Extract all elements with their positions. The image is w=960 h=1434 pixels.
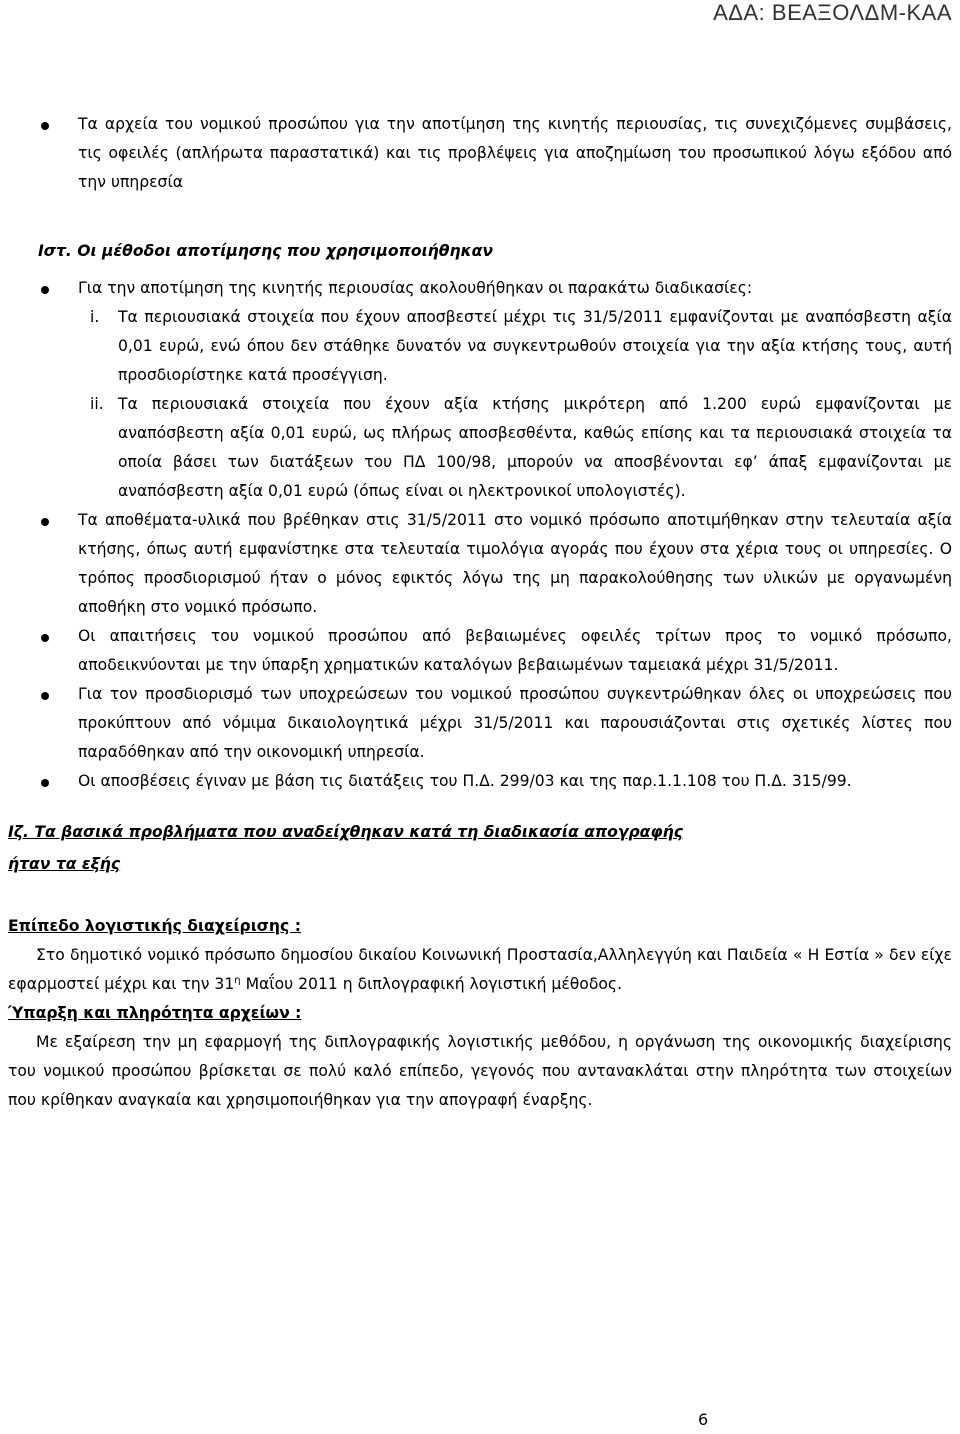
bullet-icon [41,634,49,642]
bullet-archives [78,110,952,197]
bullet-depreciation [78,767,952,796]
bullet-icon [41,779,49,787]
bullet-icon [41,286,49,294]
bullet-liabilities [78,680,952,767]
roman-item-2 [90,390,952,506]
ada-code: ΑΔΑ: ΒΕΑΞΟΛΔΜ-ΚΑΑ [713,0,952,25]
bullet-text: Οι αποσβέσεις έγιναν με βάση τις διατάξεις του Π.Δ. 299/03 και της παρ.1.1.108 του Π.Δ. 315/99. [78,772,852,790]
document-body [8,110,952,1115]
bullet-text: Τα αρχεία του νομικού προσώπου για την αποτίμηση της κινητής περιουσίας, τις συνεχιζόμενες συμβάσεις, τις οφειλές (απλήρωτα παραστατικά) και τις προβλέψεις για αποζημίωση του προσωπικού λόγω εξόδου από την υπηρεσία [78,115,952,191]
paragraph-accounting: Στο δημοτικό νομικό πρόσωπο δημοσίου δικαίου Κοινωνική Προστασία,Αλληλεγγύη και Παιδεία « Η Εστία » δεν είχε εφαρμοστεί μέχρι και την $31^\eta$ Μαΐου 2011 η διπλογραφική λογιστική μέθοδος. [8,946,952,993]
bullet-icon [41,518,49,526]
subheading-accounting: Επίπεδο λογιστικής διαχείρισης : [8,917,301,935]
bullet-icon [41,692,49,700]
page-number: 6 [698,1410,709,1429]
bullet-receivables [78,622,952,680]
roman-text: Τα περιουσιακά στοιχεία που έχουν αποσβεστεί μέχρι τις 31/5/2011 εμφανίζονται με αναπόσβεστη αξία 0,01 ευρώ, ενώ όπου δεν στάθηκε δυνατόν να συγκεντρωθούν στοιχεία για την αξία κτήσης τους, αυτή προσδιορίστηκε κατά προσέγγιση. [118,308,952,384]
roman-number: ii. [90,395,104,413]
bullet-valuation-intro [78,274,952,303]
roman-number: i. [90,308,100,326]
section-iz-heading [8,816,952,880]
section-iz-heading-line1: Ιζ. Τα βασικά προβλήματα που αναδείχθηκαν κατά τη διαδικασία απογραφής [8,823,683,841]
bullet-text: Για τον προσδιορισμό των υποχρεώσεων του νομικού προσώπου συγκεντρώθηκαν όλες οι υποχρεώσεις που προκύπτουν από νόμιμα δικαιολογητικά μέχρι 31/5/2011 και παρουσιάζονται στις σχετικές λίστες που παραδόθηκαν από την οικονομική υπηρεσία. [78,685,952,761]
section-iz-heading-line2: ήταν τα εξής [8,855,121,873]
section-ist-heading: Ιστ. Οι μέθοδοι αποτίμησης που χρησιμοποιήθηκαν [38,242,493,260]
roman-item-1 [90,303,952,390]
bullet-text: Τα αποθέματα-υλικά που βρέθηκαν στις 31/5/2011 στο νομικό πρόσωπο αποτιμήθηκαν στην τελευταία αξία κτήσης, όπως αυτή εμφανίστηκε στα τελευταία τιμολόγια αγοράς που έχουν στα χέρια τους οι υπηρεσίες. Ο τρόπος προσδιορισμού ήταν ο μόνος εφικτός λόγω της μη παρακολούθησης των υλικών με οργανωμένη αποθήκη στο νομικό πρόσωπο. [78,511,952,616]
bullet-text: Για την αποτίμηση της κινητής περιουσίας ακολουθήθηκαν οι παρακάτω διαδικασίες: [78,279,753,297]
roman-text: Τα περιουσιακά στοιχεία που έχουν αξία κτήσης μικρότερη από 1.200 ευρώ εμφανίζονται με αναπόσβεστη αξία 0,01 ευρώ, ως πλήρως αποσβεσθέντα, καθώς επίσης και τα περιουσιακά στοιχεία τα οποία βάσει των διατάξεων του ΠΔ 100/98, μπορούν να αποσβένονται εφ’ άπαξ εμφανίζονται με αναπόσβεστη αξία 0,01 ευρώ (όπως είναι οι ηλεκτρονικοί υπολογιστές). [118,395,952,500]
bullet-text: Οι απαιτήσεις του νομικού προσώπου από βεβαιωμένες οφειλές τρίτων προς το νομικό πρόσωπο, αποδεικνύονται με την ύπαρξη χρηματικών καταλόγων βεβαιωμένων ταμειακά μέχρι 31/5/2011. [78,627,952,674]
subheading-archives: Ύπαρξη και πληρότητα αρχείων : [8,1004,302,1022]
bullet-icon [41,122,49,130]
bullet-inventory [78,506,952,622]
paragraph-archives: Με εξαίρεση την μη εφαρμογή της διπλογραφικής λογιστικής μεθόδου, η οργάνωση της οικονομικής διαχείρισης του νομικού προσώπου βρίσκεται σε πολύ καλό επίπεδο, γεγονός που αντανακλάται στην πληρότητα των στοιχείων που κρίθηκαν αναγκαία και χρησιμοποιήθηκαν για την απογραφή έναρξης. [8,1033,952,1109]
